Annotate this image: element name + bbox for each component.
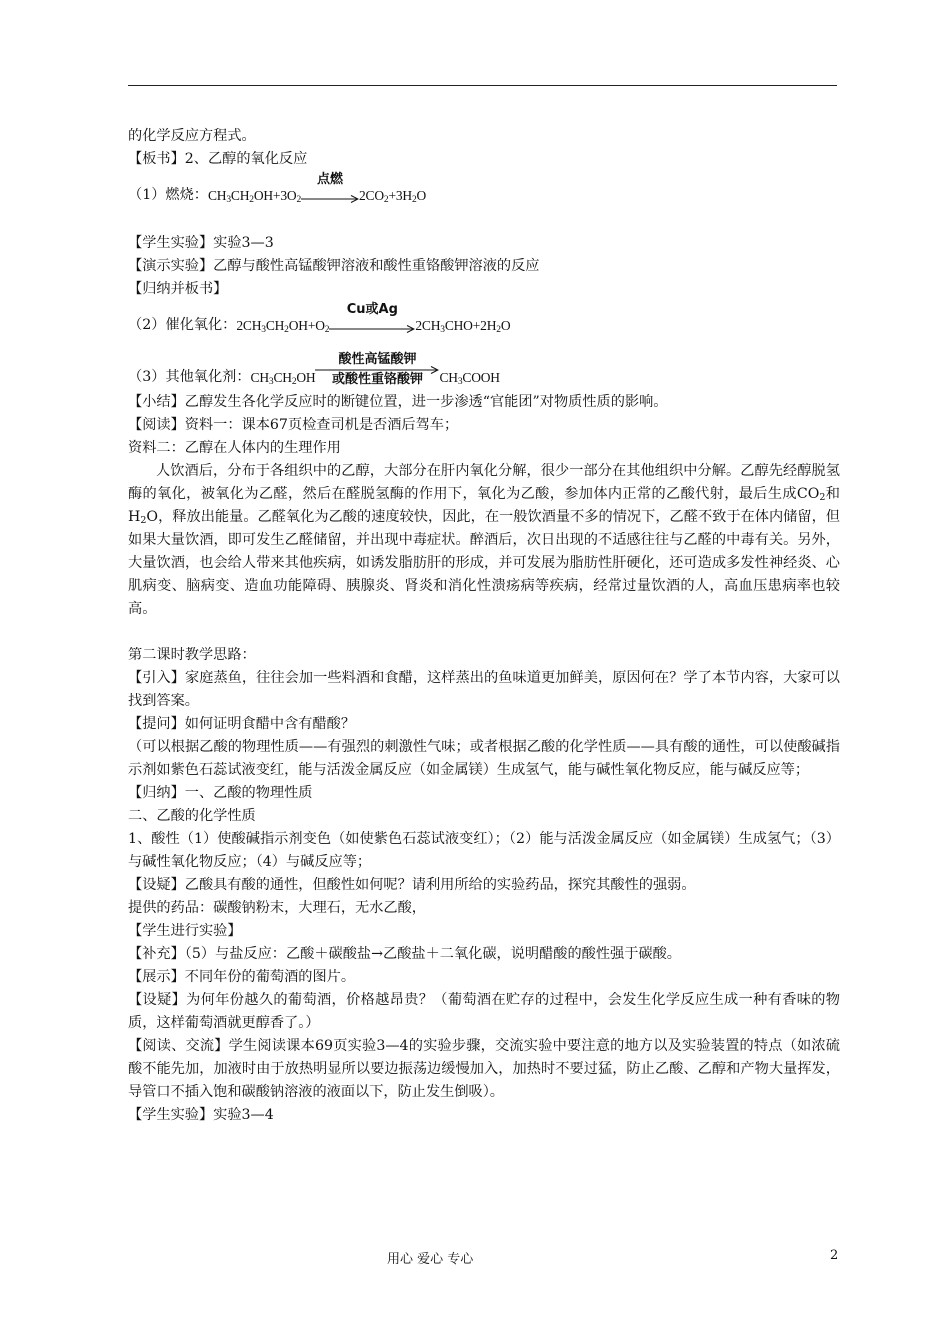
text-line: 【归纳】一、乙酸的物理性质 xyxy=(128,785,313,801)
reaction-condition-top: 酸性高锰酸钾 xyxy=(338,352,417,367)
equation-products: $2CH_3CHO+2H_2O$ xyxy=(415,318,511,335)
reaction-arrow xyxy=(301,172,359,207)
text-line: 【板书】2、乙醇的氧化反应 xyxy=(128,151,308,167)
text-line: 【展示】不同年份的葡萄酒的图片。 xyxy=(128,969,356,985)
reaction-condition: Cu或Ag xyxy=(346,302,398,317)
text-line: 【小结】乙醇发生各化学反应时的断键位置，进一步渗透“官能团”对物质性质的影响。 xyxy=(128,394,668,410)
text-line: 的化学反应方程式。 xyxy=(128,128,256,144)
text-line: 提供的药品：碳酸钠粉末，大理石，无水乙酸， xyxy=(128,900,426,916)
equation-label: （1）燃烧： xyxy=(128,187,208,203)
paragraph-ethanol-physiology: 人饮酒后，分布于各组织中的乙醇，大部分在肝内氧化分解，很少一部分在其他组织中分解。乙醇先经醇脱氢酶的氧化，被氧化为乙醛，然后在醛脱氢酶的作用下，氧化为乙酸，参加体内正常的乙酸代射，最后生成$CO_2$和$H_2O$，释放出能量。乙醛氧化为乙酸的速度较快，因此，在一般饮酒量不多的情况下，乙醛不致于在体内储留，但如果大量饮酒，即可发生乙醛储留，并出现中毒症状。醉酒后，次日出现的不适感往往与乙醛的中毒有关。另外，大量饮酒，也会给人带来其他疾病，如诱发脂肪肝的形成，并可发展为脂肪性肝硬化，还可造成多发性神经炎、心肌病变、脑病变、造血功能障碍、胰腺炎、肾炎和消化性溃疡病等疾病，经常过量饮酒的人，高血压患病率也较高。 xyxy=(128,463,840,617)
equation-reactants: $CH_3CH_2OH$ xyxy=(250,370,316,387)
reaction-arrow xyxy=(329,302,415,337)
footer-motto: 用心 爱心 专心 xyxy=(387,1252,474,1267)
equation-reactants: $CH_3CH_2OH+3O_2$ xyxy=(207,188,301,205)
text-line: 【提问】如何证明食醋中含有醋酸？ xyxy=(128,716,356,732)
text-line: 【学生实验】实验3—4 xyxy=(128,1107,274,1123)
text-line: 资料二：乙醇在人体内的生理作用 xyxy=(128,440,341,456)
equation-other-oxidant xyxy=(128,339,840,391)
paragraph-intro: 【引入】家庭蒸鱼，往往会加一些料酒和食醋，这样蒸出的鱼味道更加鲜美，原因何在？学了本节内容，大家可以找到答案。 xyxy=(128,670,840,709)
paragraph-answer: （可以根据乙酸的物理性质——有强烈的刺激性气味；或者根据乙酸的化学性质——具有酸的通性，可以使酸碱指示剂如紫色石蕊试液变红，能与活泼金属反应（如金属镁）生成氢气，能与碱性氧化物反应，能与碱反应等； xyxy=(128,739,840,778)
paragraph-acidity: 1、酸性（1）使酸碱指示剂变色（如使紫色石蕊试液变红）；（2）能与活泼金属反应（如金属镁）生成氢气；（3）与碱性氧化物反应；（4）与碱反应等； xyxy=(128,831,840,870)
reaction-arrow xyxy=(315,352,439,389)
reaction-condition: 点燃 xyxy=(316,172,343,187)
text-line: 二、乙酸的化学性质 xyxy=(128,808,256,824)
equation-products: $2CO_2+3H_2O$ xyxy=(359,188,427,205)
reaction-condition-bottom: 或酸性重铬酸钾 xyxy=(331,372,423,387)
equation-products: $CH_3COOH$ xyxy=(439,370,500,387)
equation-label: （3）其他氧化剂： xyxy=(128,369,251,385)
document-body xyxy=(128,125,840,1127)
text-line: 【阅读】资料一：课本67页检查司机是否酒后驾车； xyxy=(128,417,459,433)
page-number: 2 xyxy=(830,1248,839,1263)
paragraph-reading-exchange: 【阅读、交流】学生阅读课本69页实验3—4的实验步骤，交流实验中要注意的地方以及实验装置的特点（如浓硫酸不能先加，加液时由于放热明显所以要边振荡边缓慢加入，加热时不要过猛，防止乙酸、乙醇和产物大量挥发，导管口不插入饱和碳酸钠溶液的液面以下，防止发生倒吸）。 xyxy=(128,1038,840,1100)
text-line: 【学生实验】实验3—3 xyxy=(128,235,274,251)
text-line: 【归纳并板书】 xyxy=(128,281,228,297)
text-line: 【学生进行实验】 xyxy=(128,923,242,939)
text-line: 【演示实验】乙醇与酸性高锰酸钾溶液和酸性重铬酸钾溶液的反应 xyxy=(128,258,540,274)
equation-label: （2）催化氧化： xyxy=(128,317,237,333)
text-line: 【补充】（5）与盐反应：乙酸＋碳酸盐→乙酸盐＋二氧化碳，说明醋酸的酸性强于碳酸。 xyxy=(128,946,681,962)
text-line: 【设疑】乙酸具有酸的通性，但酸性如何呢？请利用所给的实验药品，探究其酸性的强弱。 xyxy=(128,877,696,893)
equation-catalytic-oxidation xyxy=(128,301,840,339)
text-line: 第二课时教学思路： xyxy=(128,647,256,663)
equation-reactants: $2CH_3CH_2OH+O_2$ xyxy=(236,318,330,335)
header-rule xyxy=(128,85,837,86)
paragraph-wine-question: 【设疑】为何年份越久的葡萄酒，价格越昂贵？（葡萄酒在贮存的过程中，会发生化学反应生成一种有香味的物质，这样葡萄酒就更醇香了。） xyxy=(128,992,840,1031)
equation-combustion xyxy=(128,171,840,209)
